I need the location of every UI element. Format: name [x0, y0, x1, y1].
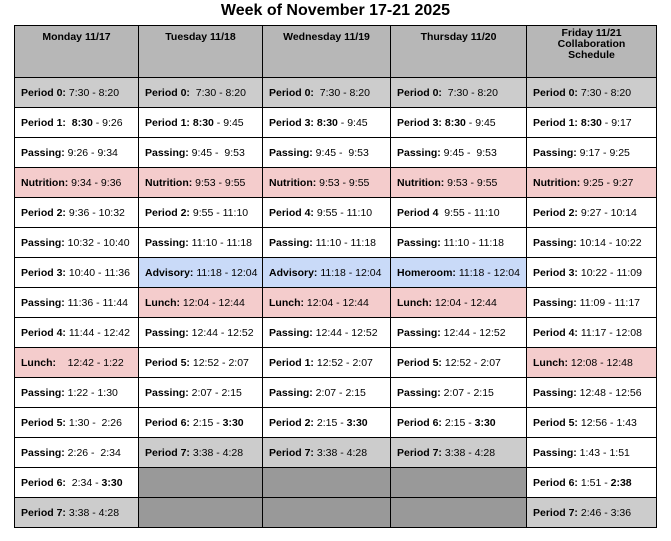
schedule-cell[interactable]	[527, 378, 657, 408]
empty-cell[interactable]	[139, 468, 263, 498]
block-time: 10:22 - 11:09	[577, 266, 642, 279]
block-time: 9:36 - 10:32	[65, 206, 125, 219]
block-time: 11:44 - 12:42	[65, 326, 130, 339]
day-header: Tuesday 11/18	[139, 26, 263, 78]
schedule-cell[interactable]	[263, 258, 391, 288]
empty-cell[interactable]	[263, 468, 391, 498]
block-time: 3:38 - 4:28	[65, 506, 120, 519]
schedule-cell[interactable]	[139, 198, 263, 228]
schedule-row	[15, 168, 657, 198]
block-time: 7:30 - 8:20	[577, 86, 632, 99]
schedule-cell[interactable]	[527, 108, 657, 138]
block-label: Passing:	[533, 386, 577, 399]
block-time: 12:04 - 12:44	[432, 296, 497, 309]
schedule-row	[15, 468, 657, 498]
schedule-row	[15, 198, 657, 228]
schedule-cell[interactable]	[527, 168, 657, 198]
block-label: Period 3:	[397, 116, 442, 129]
block-time-bold: 8:30	[444, 116, 466, 129]
block-label: Period 4	[397, 206, 439, 219]
block-label: Period 2:	[21, 206, 66, 219]
schedule-cell[interactable]	[263, 288, 391, 318]
schedule-cell[interactable]	[139, 288, 263, 318]
block-time: 2:15 -	[441, 416, 475, 429]
schedule-cell[interactable]	[15, 408, 139, 438]
block-label: Period 3:	[21, 266, 66, 279]
schedule-cell[interactable]	[263, 78, 391, 108]
schedule-cell[interactable]	[263, 378, 391, 408]
block-time: 12:56 - 1:43	[577, 416, 637, 429]
schedule-cell[interactable]	[139, 78, 263, 108]
block-time: 12:04 - 12:44	[180, 296, 245, 309]
block-label: Period 2:	[269, 416, 314, 429]
block-label: Period 6:	[397, 416, 442, 429]
block-label: Passing:	[533, 146, 577, 159]
schedule-cell[interactable]	[263, 198, 391, 228]
block-label: Nutrition:	[533, 176, 581, 189]
block-time: 7:30 - 8:20	[313, 86, 370, 99]
block-label: Period 0:	[533, 86, 578, 99]
schedule-cell[interactable]	[391, 258, 527, 288]
schedule-cell[interactable]	[391, 408, 527, 438]
block-label: Period 4:	[533, 326, 578, 339]
block-label: Homeroom:	[397, 266, 456, 279]
block-time-bold: 3:30	[474, 416, 496, 429]
block-label: Passing:	[21, 146, 65, 159]
schedule-cell[interactable]	[15, 498, 139, 528]
block-time: 12:44 - 12:52	[312, 326, 378, 339]
header-row	[15, 26, 657, 78]
schedule-cell[interactable]	[15, 258, 139, 288]
block-label: Period 1:	[533, 116, 578, 129]
block-label: Advisory:	[145, 266, 194, 279]
block-label: Period 1:	[145, 116, 190, 129]
schedule-row	[15, 498, 657, 528]
block-label: Advisory:	[269, 266, 318, 279]
block-time: 2:15 -	[313, 416, 347, 429]
schedule-cell[interactable]	[139, 108, 263, 138]
schedule-row	[15, 348, 657, 378]
schedule-cell[interactable]	[139, 408, 263, 438]
block-time: 7:30 - 8:20	[189, 86, 246, 99]
page-title: Week of November 17-21 2025	[220, 2, 451, 19]
schedule-cell[interactable]	[527, 228, 657, 258]
block-label: Passing:	[269, 146, 313, 159]
block-time-bold: 8:30	[192, 116, 214, 129]
block-label: Passing:	[269, 386, 313, 399]
block-label: Passing:	[145, 326, 189, 339]
day-header: Thursday 11/20	[391, 26, 527, 78]
day-header: Monday 11/17	[15, 26, 139, 78]
block-time: 9:55 - 11:10	[313, 206, 373, 219]
schedule-cell[interactable]	[391, 318, 527, 348]
block-time: 9:25 - 9:27	[580, 176, 634, 189]
block-time: 2:07 - 2:15	[440, 386, 494, 399]
block-label: Period 3:	[269, 116, 314, 129]
schedule-row	[15, 228, 657, 258]
block-time: 3:38 - 4:28	[189, 446, 244, 459]
block-label: Nutrition:	[21, 176, 69, 189]
block-label: Period 0:	[21, 86, 66, 99]
block-label: Passing:	[21, 296, 65, 309]
block-label: Nutrition:	[269, 176, 317, 189]
schedule-cell[interactable]	[263, 108, 391, 138]
schedule-cell[interactable]	[527, 258, 657, 288]
block-time: 11:18 - 12:04	[455, 266, 520, 279]
block-time: 11:36 - 11:44	[64, 296, 129, 309]
block-time: 12:52 - 2:07	[313, 356, 373, 369]
block-label: Period 0:	[397, 86, 442, 99]
block-label: Period 2:	[145, 206, 190, 219]
schedule-cell[interactable]	[391, 198, 527, 228]
block-label: Period 1:	[269, 356, 314, 369]
schedule-cell[interactable]	[15, 378, 139, 408]
block-time: 7:30 - 8:20	[441, 86, 498, 99]
block-time-bold: 3:30	[346, 416, 368, 429]
schedule-row	[15, 78, 657, 108]
schedule-row	[15, 108, 657, 138]
schedule-cell[interactable]	[391, 348, 527, 378]
block-label: Passing:	[145, 386, 189, 399]
schedule-cell[interactable]	[527, 198, 657, 228]
block-label: Period 6:	[145, 416, 190, 429]
block-label: Passing:	[21, 446, 65, 459]
block-label: Period 0:	[269, 86, 314, 99]
schedule-cell[interactable]	[391, 168, 527, 198]
schedule-cell[interactable]	[527, 348, 657, 378]
schedule-cell[interactable]	[391, 228, 527, 258]
schedule-cell[interactable]	[263, 318, 391, 348]
schedule-cell[interactable]	[527, 438, 657, 468]
block-time: 10:32 - 10:40	[64, 236, 130, 249]
block-time-bold: 3:30	[101, 476, 123, 489]
block-label: Period 7:	[397, 446, 442, 459]
block-time: 9:53 - 9:55	[444, 176, 498, 189]
schedule-cell[interactable]	[263, 138, 391, 168]
block-label: Passing:	[397, 146, 441, 159]
schedule-row	[15, 318, 657, 348]
empty-cell[interactable]	[139, 498, 263, 528]
schedule-cell[interactable]	[391, 108, 527, 138]
schedule-row	[15, 408, 657, 438]
block-label: Lunch:	[269, 296, 304, 309]
block-label: Passing:	[21, 236, 65, 249]
schedule-cell[interactable]	[527, 288, 657, 318]
block-time: 11:18 - 12:04	[193, 266, 258, 279]
schedule-cell[interactable]	[263, 438, 391, 468]
block-label: Period 7:	[533, 506, 578, 519]
schedule-cell[interactable]	[139, 378, 263, 408]
block-label: Period 2:	[533, 206, 578, 219]
schedule-cell[interactable]	[15, 348, 139, 378]
block-time: - 9:45	[213, 116, 244, 129]
block-time: 9:53 - 9:55	[192, 176, 246, 189]
block-time: 9:27 - 10:14	[577, 206, 637, 219]
block-label: Passing:	[397, 236, 441, 249]
block-label: Lunch:	[21, 356, 56, 369]
block-time-bold: 3:30	[222, 416, 244, 429]
schedule-cell[interactable]	[527, 408, 657, 438]
empty-cell[interactable]	[391, 498, 527, 528]
block-label: Period 7:	[269, 446, 314, 459]
block-time: - 9:45	[337, 116, 368, 129]
block-label: Period 5:	[533, 416, 578, 429]
block-label: Lunch:	[533, 356, 568, 369]
block-label: Period 4:	[21, 326, 66, 339]
block-label: Lunch:	[145, 296, 180, 309]
empty-cell[interactable]	[391, 468, 527, 498]
block-label: Passing:	[533, 236, 577, 249]
block-time: 11:18 - 12:04	[317, 266, 382, 279]
block-time: 9:34 - 9:36	[68, 176, 122, 189]
schedule-cell[interactable]	[139, 438, 263, 468]
block-label: Passing:	[269, 236, 313, 249]
schedule-cell[interactable]	[139, 168, 263, 198]
block-time: 12:08 - 12:48	[568, 356, 633, 369]
schedule-cell[interactable]	[15, 138, 139, 168]
schedule-row	[15, 288, 657, 318]
schedule-cell[interactable]	[391, 78, 527, 108]
block-time-bold: 8:30	[71, 116, 93, 129]
block-label: Period 1:	[21, 116, 66, 129]
block-time: 9:55 - 11:10	[438, 206, 500, 219]
block-time: 2:15 -	[189, 416, 223, 429]
schedule-cell[interactable]	[15, 168, 139, 198]
block-label: Passing:	[397, 326, 441, 339]
block-time: 2:07 - 2:15	[312, 386, 366, 399]
day-header: Wednesday 11/19	[263, 26, 391, 78]
schedule-cell[interactable]	[527, 318, 657, 348]
schedule-cell[interactable]	[15, 108, 139, 138]
block-time: 9:45 - 9:53	[188, 146, 245, 159]
schedule-cell[interactable]	[139, 348, 263, 378]
schedule-cell[interactable]	[15, 198, 139, 228]
schedule-cell[interactable]	[139, 138, 263, 168]
schedule-row	[15, 438, 657, 468]
block-label: Period 5:	[145, 356, 190, 369]
block-time: 1:43 - 1:51	[576, 446, 630, 459]
block-time: 10:40 - 11:36	[65, 266, 130, 279]
schedule-row	[15, 378, 657, 408]
schedule-cell[interactable]	[15, 468, 139, 498]
block-time: 12:04 - 12:44	[304, 296, 369, 309]
block-time-bold: 8:30	[316, 116, 338, 129]
block-label: Nutrition:	[397, 176, 445, 189]
empty-cell[interactable]	[263, 498, 391, 528]
block-time: 11:17 - 12:08	[577, 326, 642, 339]
block-label: Period 7:	[145, 446, 190, 459]
schedule-cell[interactable]	[263, 348, 391, 378]
block-label: Passing:	[145, 146, 189, 159]
block-time: 2:34 -	[65, 476, 102, 489]
block-label: Lunch:	[397, 296, 432, 309]
block-label: Period 0:	[145, 86, 190, 99]
block-time: 10:14 - 10:22	[576, 236, 642, 249]
schedule-cell[interactable]	[263, 168, 391, 198]
schedule-cell[interactable]	[15, 318, 139, 348]
schedule-cell[interactable]	[139, 258, 263, 288]
schedule-row	[15, 258, 657, 288]
day-header: Friday 11/21 Collaboration Schedule	[527, 26, 657, 78]
schedule-cell[interactable]	[391, 378, 527, 408]
block-time: 12:48 - 12:56	[576, 386, 642, 399]
block-time: 2:26 - 2:34	[64, 446, 121, 459]
block-time: 9:53 - 9:55	[316, 176, 370, 189]
schedule-cell[interactable]	[527, 78, 657, 108]
block-label: Period 6:	[21, 476, 66, 489]
schedule-cell[interactable]	[263, 228, 391, 258]
block-time: 2:46 - 3:36	[577, 506, 632, 519]
block-time: - 9:45	[465, 116, 496, 129]
block-label: Period 6:	[533, 476, 578, 489]
schedule-cell[interactable]	[15, 288, 139, 318]
block-time: 11:10 - 11:18	[312, 236, 377, 249]
block-time: 3:38 - 4:28	[313, 446, 368, 459]
block-label: Passing:	[145, 236, 189, 249]
block-time: 12:42 - 1:22	[56, 356, 124, 369]
block-time: 1:22 - 1:30	[64, 386, 118, 399]
schedule-cell[interactable]	[391, 288, 527, 318]
block-time: 3:38 - 4:28	[441, 446, 496, 459]
block-label: Period 7:	[21, 506, 66, 519]
schedule-cell[interactable]	[15, 228, 139, 258]
block-time-bold: 8:30	[580, 116, 602, 129]
block-label: Period 5:	[397, 356, 442, 369]
schedule-cell[interactable]	[139, 318, 263, 348]
block-time: 11:10 - 11:18	[440, 236, 505, 249]
block-time: 2:07 - 2:15	[188, 386, 242, 399]
block-label: Passing:	[269, 326, 313, 339]
block-time: - 9:17	[601, 116, 632, 129]
block-label: Period 3:	[533, 266, 578, 279]
block-label: Nutrition:	[145, 176, 193, 189]
block-time: 9:26 - 9:34	[64, 146, 118, 159]
block-time: 12:44 - 12:52	[440, 326, 506, 339]
schedule-cell[interactable]	[527, 138, 657, 168]
schedule-cell[interactable]	[263, 408, 391, 438]
block-time: 11:10 - 11:18	[188, 236, 253, 249]
block-label: Passing:	[397, 386, 441, 399]
schedule-cell[interactable]	[391, 138, 527, 168]
block-time: 1:30 - 2:26	[65, 416, 122, 429]
block-time-bold: 2:38	[610, 476, 632, 489]
block-label: Period 4:	[269, 206, 314, 219]
schedule-row	[15, 138, 657, 168]
schedule-cell[interactable]	[391, 438, 527, 468]
block-time: 9:45 - 9:53	[312, 146, 369, 159]
block-time: 7:30 - 8:20	[65, 86, 120, 99]
block-label: Passing:	[533, 446, 577, 459]
schedule-cell[interactable]	[15, 78, 139, 108]
block-time: 12:52 - 2:07	[441, 356, 501, 369]
block-time: 9:17 - 9:25	[576, 146, 630, 159]
schedule-cell[interactable]	[15, 438, 139, 468]
block-time: 9:45 - 9:53	[440, 146, 497, 159]
block-time: 12:52 - 2:07	[189, 356, 249, 369]
block-time: 1:51 -	[577, 476, 611, 489]
block-time: - 9:26	[92, 116, 123, 129]
schedule-cell[interactable]	[527, 468, 657, 498]
block-time: 12:44 - 12:52	[188, 326, 254, 339]
schedule-cell[interactable]	[527, 498, 657, 528]
block-label: Passing:	[533, 296, 577, 309]
block-time: 11:09 - 11:17	[576, 296, 641, 309]
schedule-cell[interactable]	[139, 228, 263, 258]
block-label: Period 5:	[21, 416, 66, 429]
block-label: Passing:	[21, 386, 65, 399]
block-time: 9:55 - 11:10	[189, 206, 249, 219]
schedule-table	[14, 25, 657, 528]
